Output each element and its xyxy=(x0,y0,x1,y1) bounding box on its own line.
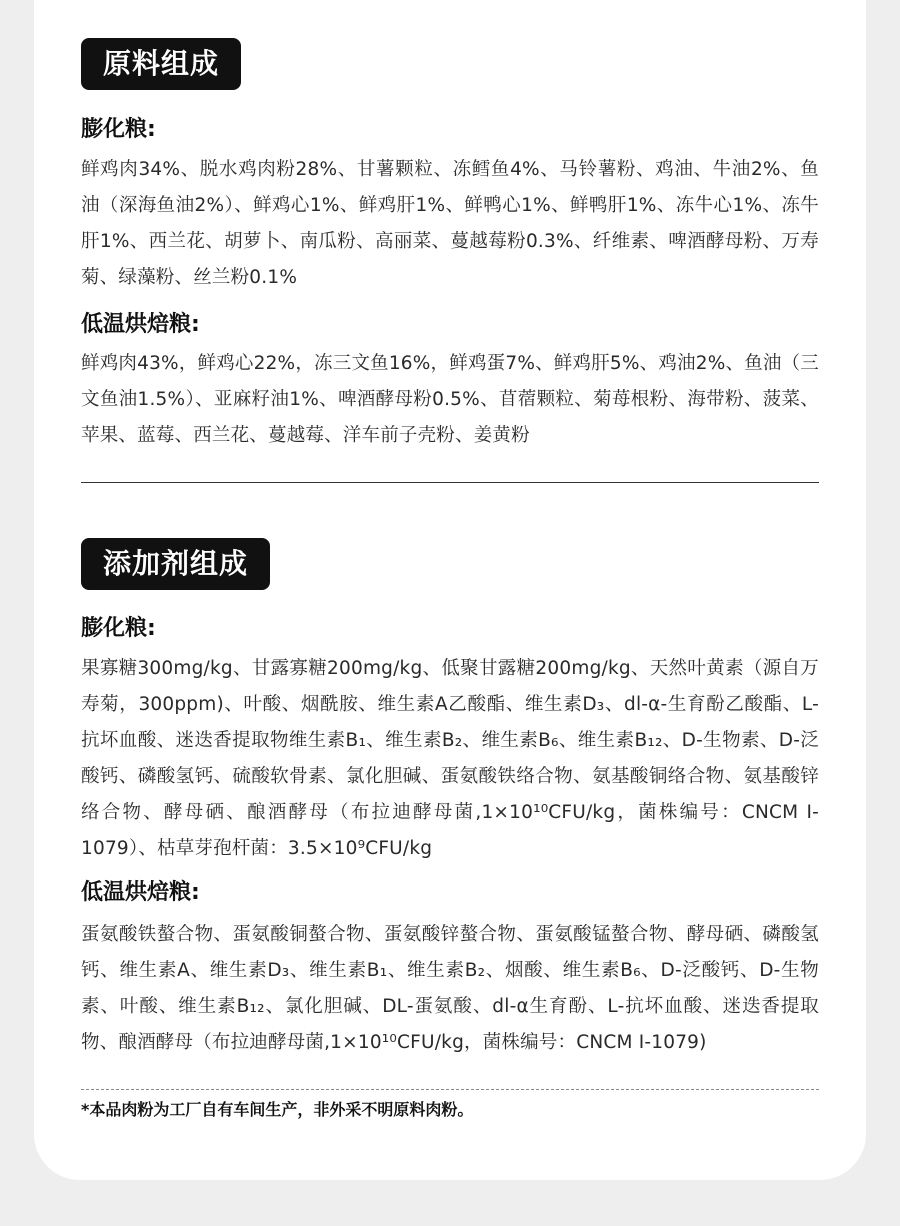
subheading-baked-additives: 低温烘焙粮: xyxy=(81,880,200,905)
baked-food-ingredients-text: 鲜鸡肉43%，鲜鸡心22%，冻三文鱼16%，鲜鸡蛋7%、鲜鸡肝5%、鸡油2%、鱼油（三文鱼油1.5%）、亚麻籽油1%、啤酒酵母粉0.5%、苜蓿颗粒、菊苺根粉、海带粉、菠菜、苹果、蓝莓、西兰花、蔓越莓、洋车前子壳粉、姜黄粉 xyxy=(81,353,820,446)
footnote-divider xyxy=(81,1089,819,1090)
section-title-ingredients: 原料组成 xyxy=(81,38,241,90)
subheading-extruded-additives: 膨化粮: xyxy=(81,616,156,641)
subheading-extruded-food: 膨化粮: xyxy=(81,117,156,142)
extruded-food-ingredients-text: 鲜鸡肉34%、脱水鸡肉粉28%、甘薯颗粒、冻鳕鱼4%、马铃薯粉、鸡油、牛油2%、鱼油（深海鱼油2%）、鲜鸡心1%、鲜鸡肝1%、鲜鸭心1%、鲜鸭肝1%、冻牛心1%、冻牛肝1%、西兰花、胡萝卜、南瓜粉、高丽菜、蔓越莓粉0.3%、纤维素、啤酒酵母粉、万寿菊、绿藻粉、丝兰粉0.1% xyxy=(81,159,819,288)
footnote-text: *本品肉粉为工厂自有车间生产，非外采不明原料肉粉。 xyxy=(81,1100,474,1119)
baked-food-additives-text: 蛋氨酸铁螯合物、蛋氨酸铜螯合物、蛋氨酸锌螯合物、蛋氨酸锰螯合物、酵母硒、磷酸氢钙、维生素A、维生素D₃、维生素B₁、维生素B₂、烟酸、维生素B₆、D-泛酸钙、D-生物素、叶酸、维生素B₁₂、氯化胆碱、DL-蛋氨酸、dl-α生育酚、L-抗坏血酸、迷迭香提取物、酿酒酵母（布拉迪酵母菌,1×10¹⁰CFU/kg，菌株编号：CNCM I-1079) xyxy=(81,924,819,1053)
subheading-baked-food: 低温烘焙粮: xyxy=(81,312,200,337)
extruded-food-additives-text: 果寡糖300mg/kg、甘露寡糖200mg/kg、低聚甘露糖200mg/kg、天然叶黄素（源自万寿菊，300ppm)、叶酸、烟酰胺、维生素A乙酸酯、维生素D₃、dl-α-生育酚乙酸酯、L-抗坏血酸、迷迭香提取物维生素B₁、维生素B₂、维生素B₆、维生素B₁₂、D-生物素、D-泛酸钙、磷酸氢钙、硫酸软骨素、氯化胆碱、蛋氨酸铁络合物、氨基酸铜络合物、氨基酸锌络合物、酵母硒、酿酒酵母（布拉迪酵母菌,1×10¹⁰CFU/kg，菌株编号：CNCM I-1079）、枯草芽孢杆菌：3.5×10⁹CFU/kg xyxy=(81,658,819,859)
section-title-additives: 添加剂组成 xyxy=(81,538,270,590)
section-divider xyxy=(81,482,819,483)
